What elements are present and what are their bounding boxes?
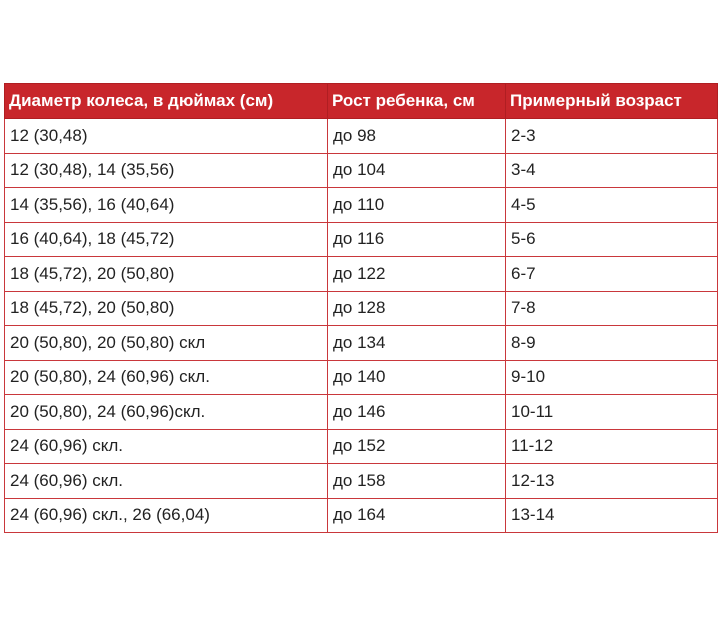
table-row bbox=[5, 360, 718, 395]
cell-approx-age: 3-4 bbox=[506, 153, 718, 188]
cell-wheel-diameter: 16 (40,64), 18 (45,72) bbox=[5, 222, 328, 257]
cell-approx-age: 8-9 bbox=[506, 326, 718, 361]
cell-approx-age: 13-14 bbox=[506, 498, 718, 533]
table-row bbox=[5, 291, 718, 326]
cell-wheel-diameter: 24 (60,96) скл. bbox=[5, 429, 328, 464]
cell-wheel-diameter: 12 (30,48), 14 (35,56) bbox=[5, 153, 328, 188]
header-approx-age: Примерный возраст bbox=[506, 84, 718, 119]
cell-wheel-diameter: 20 (50,80), 24 (60,96)скл. bbox=[5, 395, 328, 430]
cell-wheel-diameter: 24 (60,96) скл., 26 (66,04) bbox=[5, 498, 328, 533]
cell-child-height: до 110 bbox=[328, 188, 506, 223]
table-row bbox=[5, 188, 718, 223]
cell-wheel-diameter: 18 (45,72), 20 (50,80) bbox=[5, 257, 328, 292]
table-row bbox=[5, 429, 718, 464]
cell-wheel-diameter: 20 (50,80), 24 (60,96) скл. bbox=[5, 360, 328, 395]
header-wheel-diameter: Диаметр колеса, в дюймах (см) bbox=[5, 84, 328, 119]
cell-approx-age: 5-6 bbox=[506, 222, 718, 257]
cell-approx-age: 2-3 bbox=[506, 119, 718, 154]
table-row bbox=[5, 464, 718, 499]
table-row bbox=[5, 395, 718, 430]
cell-wheel-diameter: 18 (45,72), 20 (50,80) bbox=[5, 291, 328, 326]
cell-approx-age: 9-10 bbox=[506, 360, 718, 395]
cell-child-height: до 104 bbox=[328, 153, 506, 188]
cell-approx-age: 6-7 bbox=[506, 257, 718, 292]
cell-child-height: до 134 bbox=[328, 326, 506, 361]
table-row bbox=[5, 257, 718, 292]
cell-child-height: до 152 bbox=[328, 429, 506, 464]
table-row bbox=[5, 222, 718, 257]
cell-approx-age: 7-8 bbox=[506, 291, 718, 326]
cell-child-height: до 158 bbox=[328, 464, 506, 499]
cell-child-height: до 98 bbox=[328, 119, 506, 154]
cell-approx-age: 4-5 bbox=[506, 188, 718, 223]
cell-child-height: до 146 bbox=[328, 395, 506, 430]
table-row bbox=[5, 498, 718, 533]
cell-child-height: до 164 bbox=[328, 498, 506, 533]
cell-child-height: до 122 bbox=[328, 257, 506, 292]
cell-approx-age: 12-13 bbox=[506, 464, 718, 499]
table-row bbox=[5, 153, 718, 188]
table-header-row bbox=[5, 84, 718, 119]
cell-approx-age: 10-11 bbox=[506, 395, 718, 430]
cell-child-height: до 140 bbox=[328, 360, 506, 395]
cell-wheel-diameter: 24 (60,96) скл. bbox=[5, 464, 328, 499]
cell-wheel-diameter: 20 (50,80), 20 (50,80) скл bbox=[5, 326, 328, 361]
table-row bbox=[5, 119, 718, 154]
cell-approx-age: 11-12 bbox=[506, 429, 718, 464]
cell-wheel-diameter: 12 (30,48) bbox=[5, 119, 328, 154]
cell-wheel-diameter: 14 (35,56), 16 (40,64) bbox=[5, 188, 328, 223]
bike-size-table bbox=[4, 83, 718, 533]
cell-child-height: до 116 bbox=[328, 222, 506, 257]
size-table-container bbox=[4, 83, 717, 533]
table-row bbox=[5, 326, 718, 361]
cell-child-height: до 128 bbox=[328, 291, 506, 326]
header-child-height: Рост ребенка, см bbox=[328, 84, 506, 119]
